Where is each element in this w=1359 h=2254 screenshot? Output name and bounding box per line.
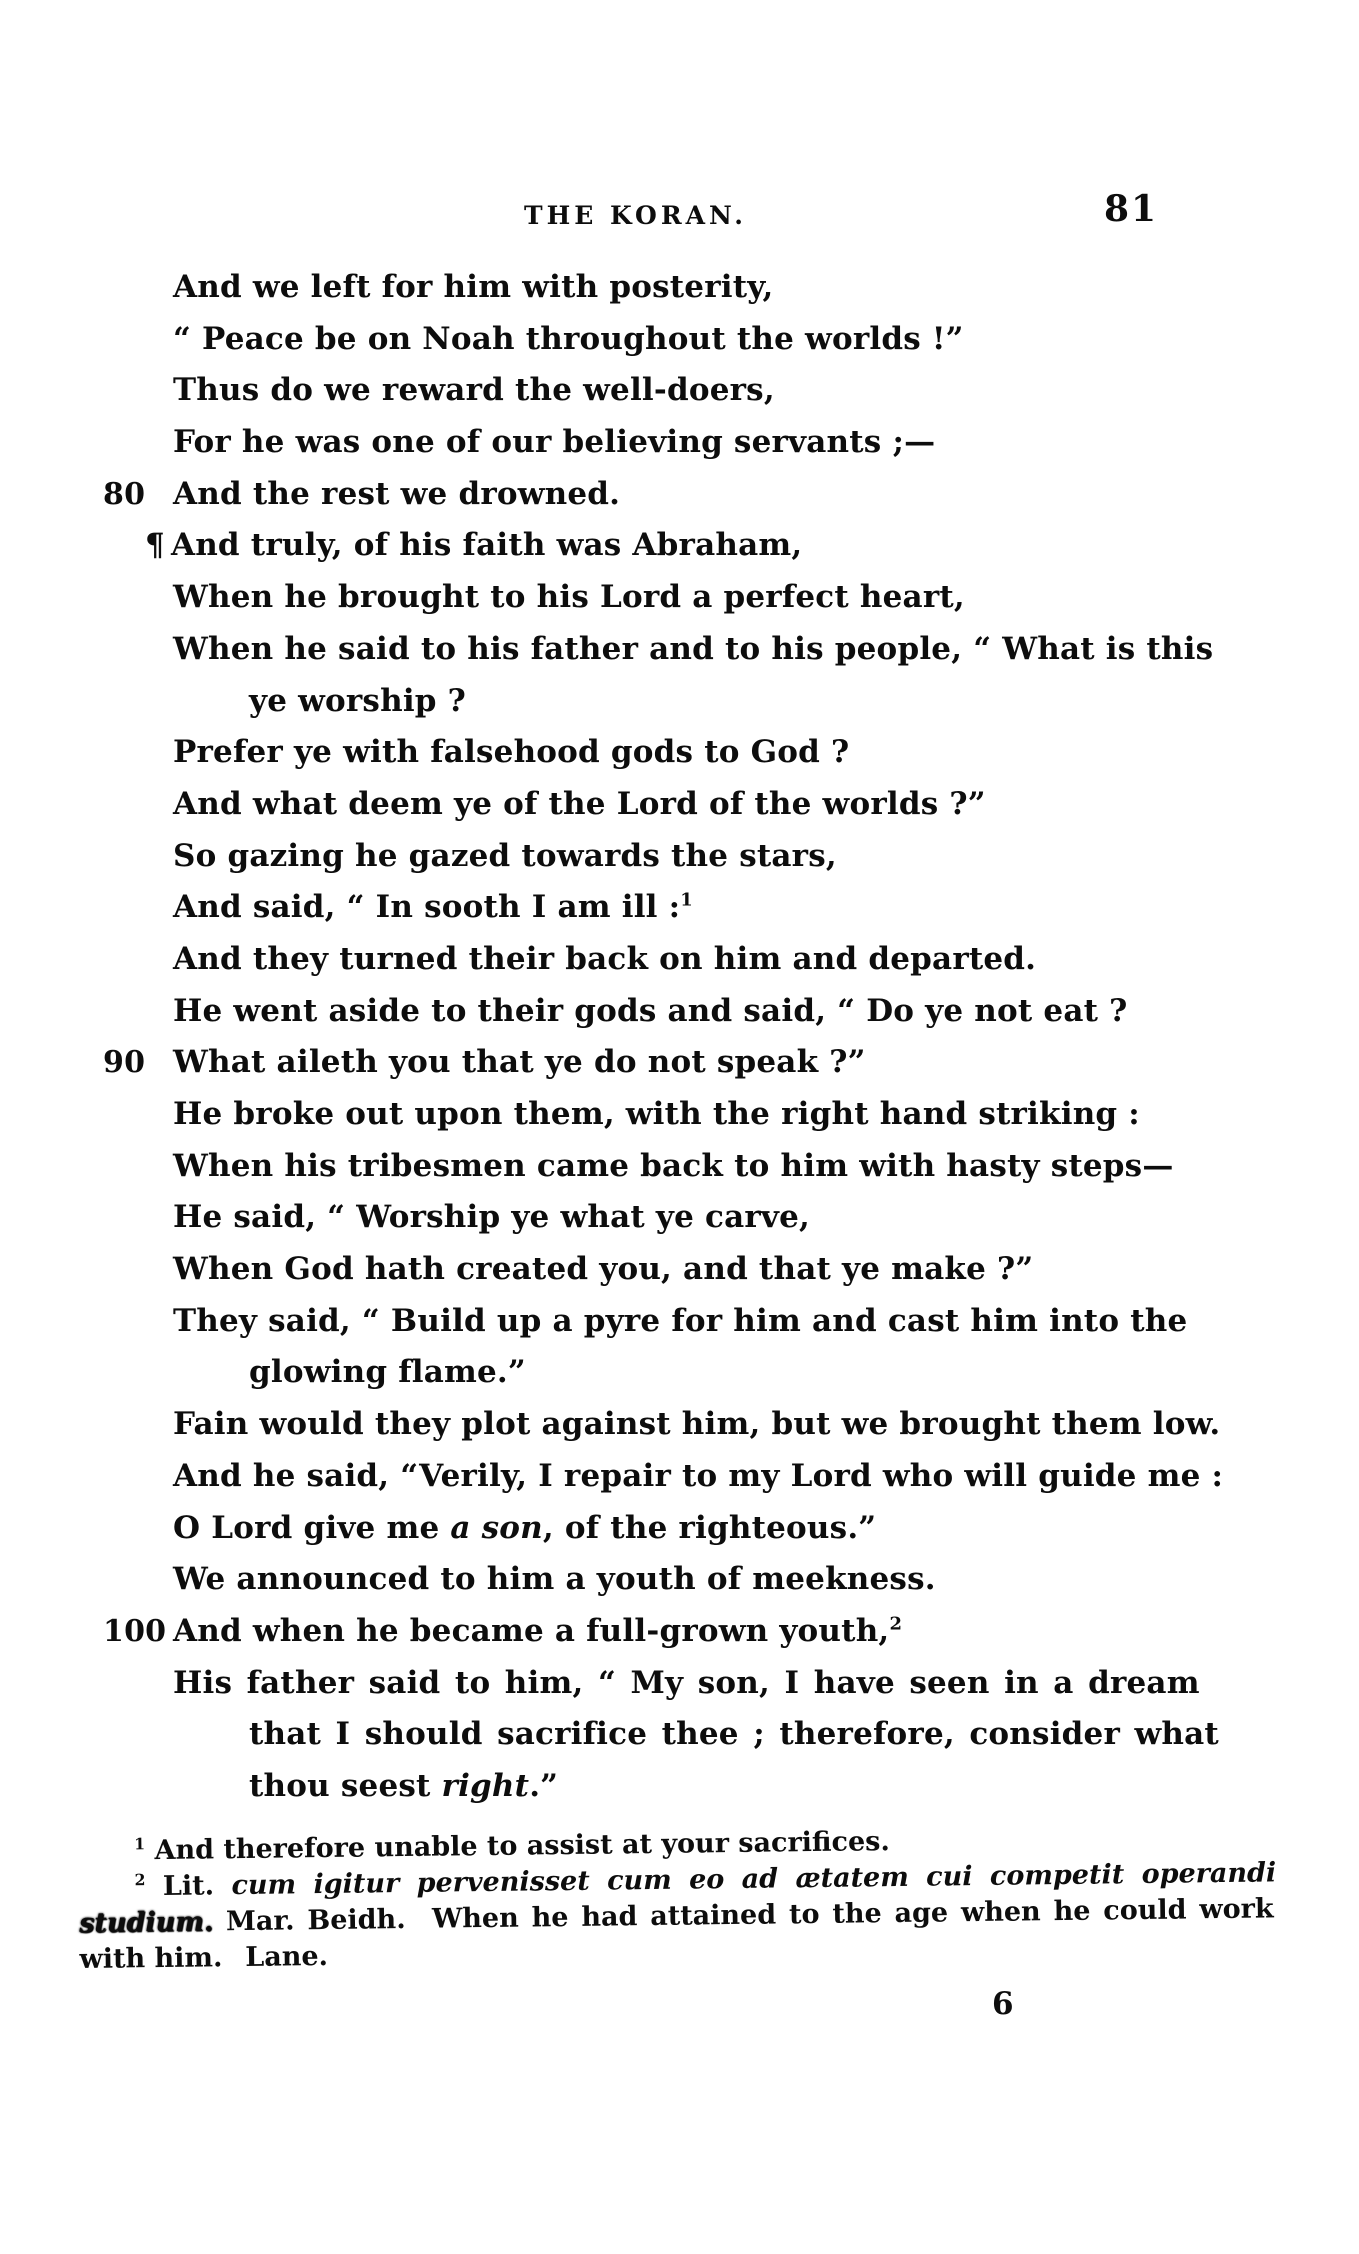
verse-line bbox=[173, 572, 1183, 624]
text-segment: He said, “ Worship ye what ye carve, bbox=[173, 1199, 811, 1236]
verse-line bbox=[173, 262, 1183, 314]
verse-line bbox=[173, 1554, 1183, 1606]
page-number: 81 bbox=[1104, 188, 1159, 230]
verse-line bbox=[173, 1658, 1200, 1710]
text-segment: And he said, “Verily, I repair to my Lord who will guide me : bbox=[173, 1457, 1224, 1494]
text-segment: Mar. Beidh. When he had attained to the age when he could work bbox=[212, 1893, 1274, 1938]
verse-line bbox=[103, 469, 1183, 521]
verse-line bbox=[145, 520, 1183, 572]
text-segment: “ Peace be on Noah throughout the worlds !” bbox=[173, 320, 964, 357]
verse-line bbox=[173, 1451, 1224, 1503]
text-segment: He went aside to their gods and said, “ Do ye not eat ? bbox=[173, 992, 1128, 1029]
text-segment: What aileth you that ye do not speak ?” bbox=[173, 1044, 866, 1081]
text-segment: Lit. bbox=[145, 1870, 232, 1903]
verse-block bbox=[103, 262, 1224, 1813]
text-segment: And when he became a full-grown youth, bbox=[173, 1612, 890, 1649]
verse-line bbox=[173, 676, 1183, 728]
verse-line bbox=[173, 779, 1183, 831]
verse-line bbox=[173, 1503, 1183, 1555]
text-segment: And therefore unable to assist at your sacrifices. bbox=[144, 1826, 890, 1867]
text-segment: that I should sacrifice thee ; therefore, consider what bbox=[249, 1716, 1219, 1753]
text-segment: And truly, of his faith was Abraham, bbox=[170, 527, 803, 564]
text-segment: And we left for him with posterity, bbox=[173, 269, 774, 305]
verse-line bbox=[173, 727, 1183, 779]
text-segment: Thus do we reward the well-doers, bbox=[173, 372, 775, 409]
verse-number: 80 bbox=[103, 476, 146, 512]
signature-mark: 6 bbox=[992, 1986, 1014, 2022]
text-segment: They said, “ Build up a pyre for him and cast him into the bbox=[173, 1302, 1188, 1339]
verse-line bbox=[173, 417, 1183, 469]
italic-text: a son bbox=[450, 1509, 543, 1546]
verse-line bbox=[173, 1399, 1221, 1451]
verse-line bbox=[173, 1347, 1183, 1399]
verse-line bbox=[103, 1606, 1183, 1658]
text-segment: O Lord give me bbox=[173, 1509, 451, 1546]
pilcrow-mark: ¶ bbox=[145, 527, 165, 564]
text-segment: His father said to him, “ My son, I have seen in a dream bbox=[173, 1664, 1200, 1701]
text-segment: When he said to his father and to his people, “ What is this bbox=[173, 630, 1214, 667]
footnote-reference: 1 bbox=[134, 1834, 146, 1854]
verse-line bbox=[173, 1192, 1183, 1244]
italic-text: studium. bbox=[78, 1906, 214, 1939]
text-segment: And said, “ In sooth I am ill : bbox=[173, 889, 681, 926]
verse-line bbox=[173, 1244, 1183, 1296]
verse-line bbox=[173, 1709, 1219, 1761]
text-segment: When God hath created you, and that ye make ?” bbox=[173, 1251, 1034, 1288]
text-segment: Prefer ye with falsehood gods to God ? bbox=[173, 734, 850, 771]
verse-line bbox=[173, 882, 1183, 934]
text-segment: Fain would they plot against him, but we brought them low. bbox=[173, 1406, 1221, 1443]
text-segment: ye worship ? bbox=[249, 682, 467, 719]
running-title: THE KORAN. bbox=[524, 201, 747, 230]
verse-line bbox=[173, 314, 1183, 366]
text-segment: thou seest bbox=[249, 1767, 442, 1804]
text-segment: When he brought to his Lord a perfect heart, bbox=[173, 579, 965, 616]
verse-line bbox=[173, 1089, 1183, 1141]
verse-line bbox=[173, 1296, 1188, 1348]
footnote-reference: 2 bbox=[134, 1870, 146, 1890]
text-segment: glowing flame.” bbox=[249, 1354, 526, 1391]
verse-line bbox=[103, 1037, 1183, 1089]
text-segment: And the rest we drowned. bbox=[173, 475, 621, 512]
verse-line bbox=[173, 365, 1183, 417]
verse-line bbox=[173, 1761, 1183, 1813]
text-segment: For he was one of our believing servants ;— bbox=[173, 424, 936, 461]
text-segment: So gazing he gazed towards the stars, bbox=[173, 837, 837, 874]
text-segment: , of the righteous.” bbox=[542, 1509, 877, 1546]
verse-line bbox=[173, 1141, 1183, 1193]
italic-text: right bbox=[441, 1767, 530, 1804]
italic-text: cum igitur pervenisset cum eo ad ætatem cui competit operandi bbox=[231, 1857, 1277, 1902]
text-segment: We announced to him a youth of meekness. bbox=[173, 1561, 936, 1598]
text-segment: with him. Lane. bbox=[79, 1940, 329, 1975]
verse-line bbox=[173, 986, 1183, 1038]
verse-number: 100 bbox=[103, 1613, 167, 1649]
verse-line bbox=[173, 934, 1183, 986]
footnote-reference: 1 bbox=[680, 889, 693, 911]
text-segment: .” bbox=[529, 1767, 559, 1804]
text-segment: And they turned their back on him and departed. bbox=[173, 940, 1037, 977]
footnote-block bbox=[78, 1821, 1277, 1978]
verse-number: 90 bbox=[103, 1045, 146, 1081]
text-segment: He broke out upon them, with the right hand striking : bbox=[173, 1096, 1140, 1132]
verse-line bbox=[173, 831, 1183, 883]
text-segment: And what deem ye of the Lord of the worlds ?” bbox=[173, 785, 986, 822]
footnote-reference: 2 bbox=[889, 1613, 903, 1635]
verse-line bbox=[173, 624, 1214, 676]
text-segment: When his tribesmen came back to him with hasty steps— bbox=[173, 1147, 1174, 1184]
